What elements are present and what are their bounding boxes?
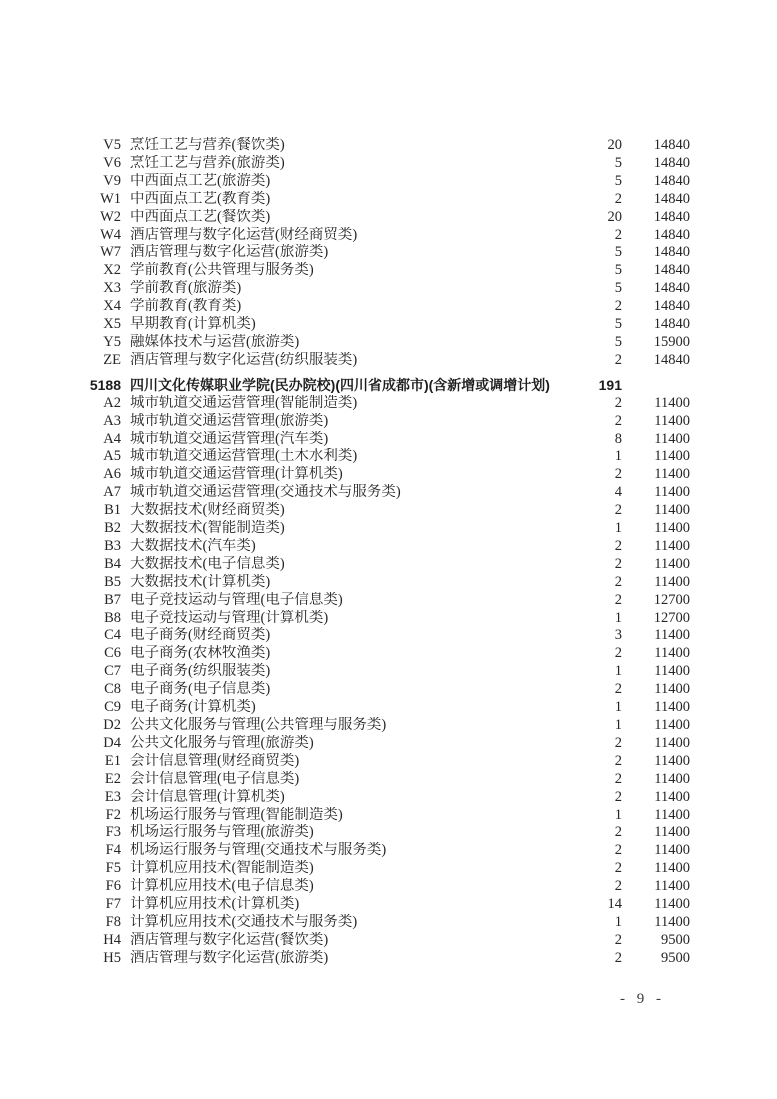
- tuition-fee: 11400: [654, 752, 690, 769]
- major-name: 城市轨道交通运营管理(汽车类): [130, 430, 329, 447]
- major-code: A6: [103, 466, 121, 483]
- tuition-fee: 11400: [654, 430, 690, 447]
- table-row: [0, 681, 690, 699]
- major-code: C6: [104, 645, 121, 662]
- tuition-fee: 12700: [653, 591, 690, 608]
- major-name: 早期教育(计算机类): [130, 316, 256, 333]
- major-name: 酒店管理与数字化运营(财经商贸类): [130, 226, 358, 243]
- major-name: 酒店管理与数字化运营(旅游类): [130, 949, 329, 966]
- major-name: 电子商务(计算机类): [130, 699, 256, 716]
- plan-quota: 8: [614, 430, 622, 447]
- school-total-quota: 191: [598, 376, 622, 393]
- major-name: 城市轨道交通运营管理(交通技术与服务类): [130, 484, 401, 501]
- table-row: [0, 753, 690, 771]
- tuition-fee: 11400: [654, 663, 690, 680]
- tuition-fee: 11400: [654, 448, 690, 465]
- tuition-fee: 11400: [654, 645, 690, 662]
- plan-quota: 2: [614, 842, 622, 859]
- major-name: 城市轨道交通运营管理(旅游类): [130, 412, 329, 429]
- major-name: 机场运行服务与管理(智能制造类): [130, 806, 343, 823]
- plan-quota: 2: [614, 770, 622, 787]
- major-code: X2: [103, 262, 121, 279]
- tuition-fee: 11400: [654, 627, 690, 644]
- table-row: [0, 896, 690, 914]
- plan-quota: 4: [614, 484, 622, 501]
- tuition-fee: 14840: [653, 298, 690, 315]
- table-row: [0, 431, 690, 449]
- tuition-fee: 15900: [653, 333, 690, 350]
- tuition-fee: 14840: [653, 244, 690, 261]
- table-row: [0, 280, 690, 298]
- table-row: [0, 789, 690, 807]
- plan-quota: 5: [614, 154, 622, 171]
- page-number: - 9 -: [620, 991, 665, 1007]
- tuition-fee: 9500: [661, 949, 690, 966]
- major-code: B7: [104, 591, 121, 608]
- plan-quota: 5: [614, 262, 622, 279]
- major-code: H5: [103, 949, 121, 966]
- major-code: E1: [104, 752, 121, 769]
- major-code: ZE: [103, 351, 121, 368]
- tuition-fee: 11400: [654, 734, 690, 751]
- table-row: [0, 209, 690, 227]
- plan-quota: 2: [614, 555, 622, 572]
- plan-quota: 2: [614, 394, 622, 411]
- table-row: [0, 502, 690, 520]
- major-code: V5: [103, 137, 121, 153]
- major-code: H4: [103, 931, 121, 948]
- tuition-fee: 11400: [654, 681, 690, 698]
- tuition-fee: 14840: [653, 226, 690, 243]
- tuition-fee: 14840: [653, 172, 690, 189]
- plan-quota: 2: [614, 860, 622, 877]
- plan-quota: 1: [614, 448, 622, 465]
- plan-quota: 2: [614, 734, 622, 751]
- major-name: 电子竞技运动与管理(计算机类): [130, 609, 329, 626]
- table-row: [0, 538, 690, 556]
- major-name: 会计信息管理(财经商贸类): [130, 752, 300, 769]
- major-code: F4: [105, 842, 121, 859]
- major-code: V9: [103, 172, 121, 189]
- table-row: [0, 448, 690, 466]
- plan-quota: 2: [614, 681, 622, 698]
- plan-quota: 1: [614, 520, 622, 537]
- table-row: [0, 807, 690, 825]
- plan-quota: 5: [614, 172, 622, 189]
- table-row: [0, 735, 690, 753]
- table-row: [0, 950, 690, 968]
- plan-quota: 3: [614, 627, 622, 644]
- tuition-fee: 11400: [654, 555, 690, 572]
- major-name: 电子商务(农林牧渔类): [130, 645, 271, 662]
- plan-quota: 2: [614, 351, 622, 368]
- tuition-fee: 14840: [653, 280, 690, 297]
- table-row: [0, 574, 690, 592]
- major-code: C8: [104, 681, 121, 698]
- plan-quota: 1: [614, 699, 622, 716]
- major-code: W1: [100, 190, 121, 207]
- major-code: B8: [104, 609, 121, 626]
- major-name: 计算机应用技术(智能制造类): [130, 860, 314, 877]
- tuition-fee: 11400: [654, 896, 690, 913]
- table-row: [0, 155, 690, 173]
- tuition-fee: 11400: [654, 520, 690, 537]
- major-code: D2: [103, 717, 121, 733]
- school-name: 四川文化传媒职业学院(民办院校)(四川省成都市)(含新增或调增计划): [130, 376, 550, 393]
- plan-quota: 14: [607, 896, 622, 913]
- plan-quota: 2: [614, 466, 622, 483]
- major-code: F8: [105, 913, 121, 930]
- tuition-fee: 11400: [654, 717, 690, 733]
- table-row: [0, 771, 690, 789]
- major-name: 电子商务(电子信息类): [130, 681, 271, 698]
- plan-quota: 1: [614, 806, 622, 823]
- major-code: B4: [104, 555, 121, 572]
- major-code: F6: [105, 878, 121, 895]
- plan-quota: 2: [614, 788, 622, 805]
- tuition-fee: 14840: [653, 190, 690, 207]
- plan-quota: 2: [614, 502, 622, 519]
- major-code: X3: [103, 280, 121, 297]
- plan-quota: 1: [614, 609, 622, 626]
- plan-quota: 2: [614, 190, 622, 207]
- table-row: [0, 262, 690, 280]
- major-code: X5: [103, 316, 121, 333]
- major-code: A4: [103, 430, 121, 447]
- major-name: 公共文化服务与管理(公共管理与服务类): [130, 717, 387, 733]
- table-row: [0, 244, 690, 262]
- major-code: F2: [105, 806, 121, 823]
- table-row: [0, 484, 690, 502]
- plan-quota: 5: [614, 244, 622, 261]
- table-row: [0, 556, 690, 574]
- tuition-fee: 12700: [653, 609, 690, 626]
- major-name: 大数据技术(电子信息类): [130, 555, 285, 572]
- table-row: [0, 860, 690, 878]
- tuition-fee: 14840: [653, 351, 690, 368]
- major-name: 学前教育(旅游类): [130, 280, 242, 297]
- plan-quota: 2: [614, 824, 622, 841]
- plan-quota: 2: [614, 537, 622, 554]
- major-name: 计算机应用技术(计算机类): [130, 896, 300, 913]
- major-code: C7: [104, 663, 121, 680]
- table-row: [0, 316, 690, 334]
- plan-quota: 2: [614, 226, 622, 243]
- tuition-fee: 14840: [653, 208, 690, 225]
- major-name: 中西面点工艺(旅游类): [130, 172, 271, 189]
- table-row: [0, 298, 690, 316]
- tuition-fee: 11400: [654, 394, 690, 411]
- tuition-fee: 11400: [654, 770, 690, 787]
- major-code: F5: [105, 860, 121, 877]
- tuition-fee: 14840: [653, 316, 690, 333]
- school-header-row: [0, 377, 690, 395]
- tuition-fee: 11400: [654, 788, 690, 805]
- plan-quota: 2: [614, 573, 622, 590]
- major-code: W2: [100, 208, 121, 225]
- major-code: E3: [104, 788, 121, 805]
- major-name: 大数据技术(计算机类): [130, 573, 271, 590]
- major-name: 会计信息管理(计算机类): [130, 788, 285, 805]
- plan-quota: 1: [614, 663, 622, 680]
- major-code: B1: [104, 502, 121, 519]
- major-code: C4: [104, 627, 121, 644]
- major-name: 公共文化服务与管理(旅游类): [130, 734, 314, 751]
- major-name: 大数据技术(财经商贸类): [130, 502, 285, 519]
- major-name: 电子商务(财经商贸类): [130, 627, 271, 644]
- tuition-fee: 11400: [654, 878, 690, 895]
- major-code: F3: [105, 824, 121, 841]
- table-row: [0, 334, 690, 352]
- table-row: [0, 173, 690, 191]
- plan-quota: 5: [614, 316, 622, 333]
- tuition-fee: 11400: [654, 484, 690, 501]
- major-name: 计算机应用技术(电子信息类): [130, 878, 314, 895]
- plan-quota: 2: [614, 878, 622, 895]
- school-code: 5188: [89, 376, 121, 393]
- table-row: [0, 352, 690, 370]
- major-name: 学前教育(教育类): [130, 298, 242, 315]
- tuition-fee: 11400: [654, 502, 690, 519]
- major-name: 城市轨道交通运营管理(土木水利类): [130, 448, 358, 465]
- table-row: [0, 824, 690, 842]
- major-name: 电子竞技运动与管理(电子信息类): [130, 591, 343, 608]
- major-code: B5: [104, 573, 121, 590]
- plan-quota: 1: [614, 717, 622, 733]
- table-row: [0, 413, 690, 431]
- major-code: C9: [104, 699, 121, 716]
- major-name: 酒店管理与数字化运营(纺织服装类): [130, 351, 358, 368]
- major-code: A7: [103, 484, 121, 501]
- tuition-fee: 11400: [654, 466, 690, 483]
- major-name: 酒店管理与数字化运营(餐饮类): [130, 931, 329, 948]
- plan-quota: 20: [607, 137, 622, 153]
- tuition-fee: 11400: [654, 806, 690, 823]
- tuition-fee: 14840: [653, 154, 690, 171]
- tuition-fee: 11400: [654, 842, 690, 859]
- major-code: A2: [103, 394, 121, 411]
- plan-quota: 1: [614, 913, 622, 930]
- tuition-fee: 14840: [653, 262, 690, 279]
- table-row: [0, 610, 690, 628]
- plan-quota: 2: [614, 949, 622, 966]
- major-name: 中西面点工艺(教育类): [130, 190, 271, 207]
- plan-quota: 5: [614, 333, 622, 350]
- major-code: A5: [103, 448, 121, 465]
- major-code: E2: [104, 770, 121, 787]
- table-row: [0, 466, 690, 484]
- major-name: 学前教育(公共管理与服务类): [130, 262, 314, 279]
- major-code: W7: [100, 244, 121, 261]
- tuition-fee: 11400: [654, 699, 690, 716]
- table-row: [0, 663, 690, 681]
- major-code: A3: [103, 412, 121, 429]
- major-code: X4: [103, 298, 121, 315]
- major-code: D4: [103, 734, 121, 751]
- major-name: 融媒体技术与运营(旅游类): [130, 333, 300, 350]
- plan-quota: 20: [607, 208, 622, 225]
- plan-quota: 5: [614, 280, 622, 297]
- table-row: [0, 914, 690, 932]
- tuition-fee: 11400: [654, 824, 690, 841]
- table-row: [0, 627, 690, 645]
- major-code: Y5: [103, 333, 121, 350]
- major-name: 城市轨道交通运营管理(计算机类): [130, 466, 343, 483]
- major-name: 大数据技术(智能制造类): [130, 520, 285, 537]
- tuition-fee: 11400: [654, 537, 690, 554]
- major-name: 会计信息管理(电子信息类): [130, 770, 300, 787]
- major-name: 大数据技术(汽车类): [130, 537, 256, 554]
- major-code: B2: [104, 520, 121, 537]
- tuition-fee: 14840: [653, 137, 690, 153]
- major-name: 城市轨道交通运营管理(智能制造类): [130, 394, 358, 411]
- major-name: 电子商务(纺织服装类): [130, 663, 271, 680]
- tuition-fee: 11400: [654, 860, 690, 877]
- table-row: [0, 699, 690, 717]
- major-name: 酒店管理与数字化运营(旅游类): [130, 244, 329, 261]
- major-code: F7: [105, 896, 121, 913]
- major-code: V6: [103, 154, 121, 171]
- major-name: 烹饪工艺与营养(餐饮类): [130, 137, 285, 153]
- plan-quota: 2: [614, 412, 622, 429]
- plan-quota: 2: [614, 752, 622, 769]
- plan-quota: 2: [614, 298, 622, 315]
- major-name: 中西面点工艺(餐饮类): [130, 208, 271, 225]
- table-row: [0, 227, 690, 245]
- major-name: 计算机应用技术(交通技术与服务类): [130, 913, 358, 930]
- table-row: [0, 395, 690, 413]
- tuition-fee: 11400: [654, 913, 690, 930]
- plan-quota: 2: [614, 931, 622, 948]
- major-code: W4: [100, 226, 121, 243]
- major-name: 机场运行服务与管理(旅游类): [130, 824, 314, 841]
- table-row: [0, 842, 690, 860]
- tuition-fee: 11400: [654, 573, 690, 590]
- major-code: B3: [104, 537, 121, 554]
- table-row: [0, 592, 690, 610]
- table-row: [0, 717, 690, 735]
- table-row: [0, 932, 690, 950]
- tuition-fee: 11400: [654, 412, 690, 429]
- table-row: [0, 137, 690, 155]
- table-row: [0, 878, 690, 896]
- plan-table: [0, 137, 690, 968]
- major-name: 机场运行服务与管理(交通技术与服务类): [130, 842, 387, 859]
- major-name: 烹饪工艺与营养(旅游类): [130, 154, 285, 171]
- table-row: [0, 191, 690, 209]
- plan-quota: 2: [614, 645, 622, 662]
- table-row: [0, 645, 690, 663]
- plan-quota: 2: [614, 591, 622, 608]
- tuition-fee: 9500: [661, 931, 690, 948]
- table-row: [0, 520, 690, 538]
